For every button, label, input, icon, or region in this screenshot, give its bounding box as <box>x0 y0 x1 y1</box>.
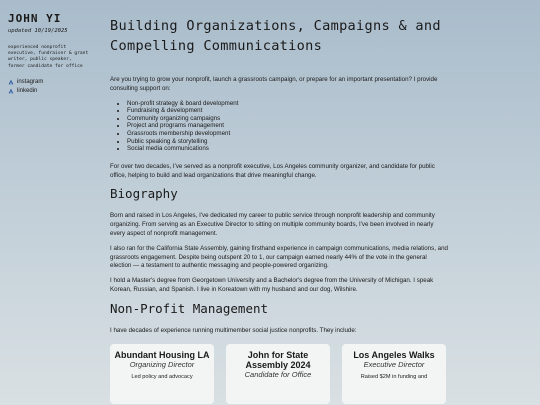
bio-paragraph-2: I also ran for the California State Assembly, gaining firsthand experience in campaign communications, media relations, and grassroots engagement. Despite being outspent 20 to 1, our campaign earned nearly 44% of the vote in the general election — a testament to authentic messaging and people-powered organizing. <box>110 244 448 270</box>
org-card-desc: Raised $2M in funding and <box>360 373 428 380</box>
linkedin-icon <box>8 88 14 94</box>
nonprofit-heading: Non-Profit Management <box>110 300 269 316</box>
nonprofit-cards <box>110 344 448 404</box>
bio-line: experienced nonprofit <box>8 45 67 50</box>
instagram-icon <box>8 79 14 85</box>
service-item: • Project and programs management <box>127 122 448 130</box>
org-card-desc: Led policy and advocacy <box>131 373 193 380</box>
service-item: • Grassroots membership development <box>127 130 448 138</box>
bio-line: executive, fundraiser & grant <box>8 51 89 57</box>
nonprofit-intro: I have decades of experience running multimember social justice nonprofits. They include: <box>110 326 357 334</box>
org-card-title: Los Angeles Walks <box>353 349 435 360</box>
intro-paragraph: Are you trying to grow your nonprofit, launch a grassroots campaign, or prepare for an important presentation? I provide consulting support on: <box>110 76 438 92</box>
service-item: • Fundraising & development <box>127 107 448 115</box>
org-card-role: Executive Director <box>363 359 425 369</box>
org-card[interactable] <box>226 344 330 404</box>
bio-line: writer, public speaker, <box>8 57 72 63</box>
org-card-role: Organizing Director <box>129 359 195 369</box>
title-line-1: Building Organizations, Campaigns & and <box>110 18 441 34</box>
org-card-title: John for State Assembly 2024 <box>245 349 311 370</box>
page-title <box>110 16 448 56</box>
bio-line: former candidate for office <box>8 63 83 69</box>
org-card[interactable] <box>110 344 214 404</box>
title-line-2: Compelling Communications <box>110 38 323 54</box>
sidebar-bio <box>8 45 100 70</box>
service-item: • Social media communications <box>127 145 448 153</box>
org-card-role: Candidate for Office <box>244 369 312 379</box>
linkedin-label: linkedin <box>17 87 38 94</box>
site-name[interactable]: JOHN YI <box>8 12 62 25</box>
instagram-link[interactable] <box>8 78 100 87</box>
experience-paragraph: For over two decades, I've served as a nonprofit executive, Los Angeles community organizer, and candidate for public office, helping to build and lead organizations that drive meaningful change. <box>110 162 435 179</box>
linkedin-link[interactable] <box>8 87 100 96</box>
services-list <box>110 100 448 153</box>
bio-paragraph-1: Born and raised in Los Angeles, I've dedicated my career to public service through nonprofit leadership and community organizing. From serving as an Executive Director to sitting on multiple community boards, I've been involved in nearly every aspect of nonprofit management. <box>110 212 435 237</box>
org-card[interactable] <box>342 344 446 404</box>
updated-date: updated 10/19/2025 <box>8 28 68 34</box>
service-item: • Public speaking & storytelling <box>127 138 448 146</box>
bio-paragraph-3: I hold a Master's degree from Georgetown University and a Bachelor's degree from the University of Michigan. I speak Korean, Russian, and Spanish. I live in Koreatown with my husband and our dog, Wilshire. <box>110 277 434 293</box>
org-card-title: Abundant Housing LA <box>114 349 210 360</box>
instagram-label: instagram <box>17 78 44 85</box>
service-item: • Community organizing campaigns <box>127 115 448 123</box>
sidebar <box>8 12 100 96</box>
main-content <box>110 16 448 404</box>
service-item: • Non-profit strategy & board development <box>127 100 448 108</box>
biography-heading: Biography <box>110 186 178 202</box>
